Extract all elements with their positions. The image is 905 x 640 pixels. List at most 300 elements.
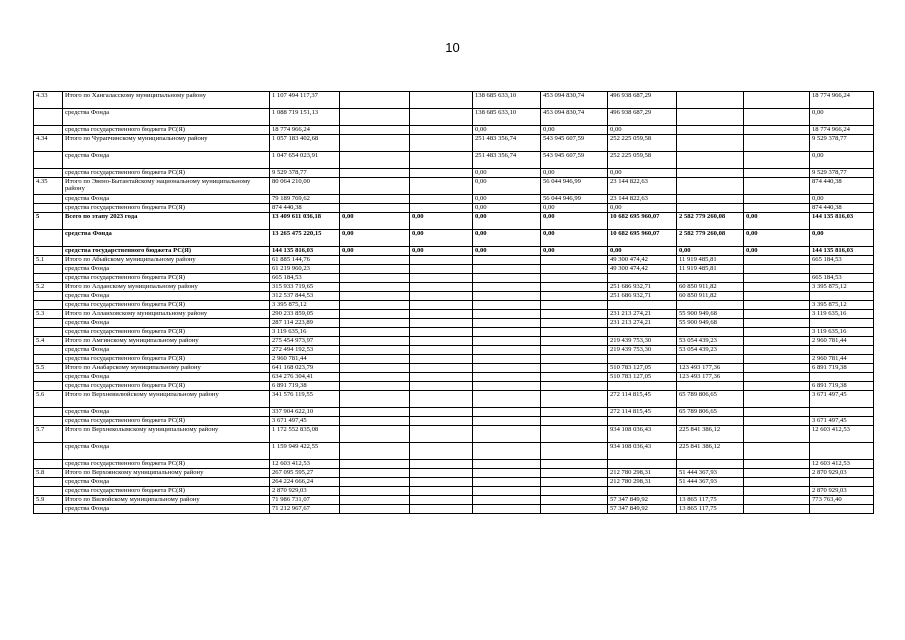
table-cell: 12 603 412,53 (810, 460, 874, 469)
table-cell (473, 256, 541, 265)
table-cell: 1 107 494 117,37 (270, 92, 340, 109)
table-cell (473, 426, 541, 443)
table-cell: 0,00 (473, 195, 541, 204)
table-cell: 225 841 386,12 (677, 443, 744, 460)
table-cell (34, 152, 63, 169)
table-cell: 1 088 719 151,13 (270, 109, 340, 126)
table-cell: 219 439 753,30 (608, 337, 677, 346)
table-cell (34, 382, 63, 391)
table-cell: 13 865 117,75 (677, 496, 744, 505)
table-cell: 0,00 (810, 152, 874, 169)
table-cell (744, 487, 810, 496)
table-cell: 2 870 929,03 (810, 469, 874, 478)
table-cell: 634 276 304,41 (270, 373, 340, 382)
table-cell: 5.1 (34, 256, 63, 265)
table-cell: 3 671 497,45 (810, 417, 874, 426)
table-row (34, 230, 874, 247)
table-cell: 5.7 (34, 426, 63, 443)
table-row (34, 355, 874, 364)
table-cell: Итого по Верхневилюйскому муниципальному району (63, 391, 270, 408)
table-cell (744, 109, 810, 126)
table-cell: 0,00 (744, 247, 810, 256)
table-cell: 0,00 (473, 126, 541, 135)
table-cell (473, 283, 541, 292)
table-cell (340, 319, 410, 328)
table-cell (541, 346, 608, 355)
table-cell (410, 301, 473, 310)
table-cell (34, 355, 63, 364)
table-cell (410, 496, 473, 505)
table-cell (473, 328, 541, 337)
table-cell (410, 346, 473, 355)
table-cell (541, 283, 608, 292)
table-cell (744, 265, 810, 274)
table-cell: 231 213 274,21 (608, 319, 677, 328)
table-row (34, 135, 874, 152)
table-cell (541, 310, 608, 319)
table-cell: 11 919 485,81 (677, 265, 744, 274)
table-cell (340, 169, 410, 178)
table-cell: 1 057 183 402,68 (270, 135, 340, 152)
table-cell (34, 301, 63, 310)
table-cell (541, 382, 608, 391)
table-cell (744, 426, 810, 443)
table-cell: средства Фонда (63, 443, 270, 460)
table-cell: 2 870 929,03 (810, 487, 874, 496)
table-cell (541, 256, 608, 265)
table-cell (810, 346, 874, 355)
table-cell: 2 960 781,44 (810, 355, 874, 364)
table-cell (541, 469, 608, 478)
table-cell: 60 850 911,82 (677, 283, 744, 292)
table-cell: средства государственного бюджета РС(Я) (63, 487, 270, 496)
table-row (34, 364, 874, 373)
table-cell: 123 493 177,36 (677, 373, 744, 382)
table-cell (473, 373, 541, 382)
table-cell: 60 850 911,82 (677, 292, 744, 301)
table-cell: средства государственного бюджета РС(Я) (63, 274, 270, 283)
table-cell (410, 204, 473, 213)
table-cell (541, 274, 608, 283)
table-cell: Итого по Хангаласскому муниципальному району (63, 92, 270, 109)
table-row (34, 505, 874, 514)
table-row (34, 169, 874, 178)
table-cell (410, 487, 473, 496)
table-cell: Итого по Эвено-Бытантайскому национальному муниципальному району (63, 178, 270, 195)
table-cell (340, 460, 410, 469)
table-cell: 18 774 966,24 (270, 126, 340, 135)
table-cell (541, 426, 608, 443)
table-cell (340, 505, 410, 514)
table-cell (541, 373, 608, 382)
table-cell (744, 373, 810, 382)
table-cell: 665 184,53 (810, 256, 874, 265)
table-cell (473, 301, 541, 310)
table-cell: 219 439 753,30 (608, 346, 677, 355)
table-cell: 0,00 (340, 213, 410, 230)
table-cell: 3 671 497,45 (810, 391, 874, 408)
table-cell: 0,00 (744, 230, 810, 247)
table-row (34, 126, 874, 135)
table-cell: 0,00 (473, 204, 541, 213)
table-cell (744, 152, 810, 169)
table-cell (473, 417, 541, 426)
table-cell (744, 274, 810, 283)
table-cell (340, 283, 410, 292)
table-cell (677, 135, 744, 152)
table-cell: 0,00 (677, 247, 744, 256)
table-cell: 2 960 781,44 (810, 337, 874, 346)
table-cell (608, 417, 677, 426)
table-cell (744, 292, 810, 301)
table-cell (473, 443, 541, 460)
table-row (34, 487, 874, 496)
table-cell: средства Фонда (63, 373, 270, 382)
table-cell (34, 265, 63, 274)
table-row (34, 92, 874, 109)
table-cell: Итого по Вилюйскому муниципальному району (63, 496, 270, 505)
table-cell (608, 301, 677, 310)
table-cell (473, 346, 541, 355)
table-cell: 11 919 485,81 (677, 256, 744, 265)
table-cell (410, 505, 473, 514)
table-cell (677, 195, 744, 204)
table-cell: 4.33 (34, 92, 63, 109)
table-cell (744, 417, 810, 426)
table-cell (473, 408, 541, 417)
table-cell: 252 225 059,58 (608, 152, 677, 169)
table-cell: 123 493 177,36 (677, 364, 744, 373)
table-cell (340, 469, 410, 478)
table-cell: средства государственного бюджета РС(Я) (63, 169, 270, 178)
table-cell: средства государственного бюджета РС(Я) (63, 328, 270, 337)
table-cell (410, 195, 473, 204)
table-cell (410, 283, 473, 292)
table-cell (541, 328, 608, 337)
table-cell: 5.5 (34, 364, 63, 373)
table-cell: Итого по Аллаиховскому муниципальному району (63, 310, 270, 319)
table-cell (410, 460, 473, 469)
budget-table (33, 91, 874, 514)
table-cell (410, 373, 473, 382)
table-cell (744, 178, 810, 195)
table-cell: 3 671 497,45 (270, 417, 340, 426)
table-cell: 874 440,38 (270, 204, 340, 213)
table-cell: Итого по Чурапчинскому муниципальному району (63, 135, 270, 152)
table-cell: 510 783 127,05 (608, 364, 677, 373)
table-cell: 272 114 815,45 (608, 408, 677, 417)
table-cell: 287 114 223,89 (270, 319, 340, 328)
table-cell: 0,00 (541, 213, 608, 230)
table-cell: 9 529 378,77 (810, 169, 874, 178)
table-cell (541, 478, 608, 487)
table-cell: 144 135 816,03 (810, 247, 874, 256)
table-cell (410, 426, 473, 443)
table-cell: 272 114 815,45 (608, 391, 677, 408)
table-cell: 53 054 439,23 (677, 346, 744, 355)
table-cell (608, 274, 677, 283)
table-cell: 55 900 949,68 (677, 310, 744, 319)
table-cell: 641 168 023,79 (270, 364, 340, 373)
table-cell: 231 213 274,21 (608, 310, 677, 319)
table-cell (608, 460, 677, 469)
table-cell (473, 364, 541, 373)
table-cell (410, 135, 473, 152)
table-cell: 2 582 779 260,08 (677, 230, 744, 247)
table-cell (608, 487, 677, 496)
table-cell (340, 337, 410, 346)
table-cell: 3 119 635,16 (810, 328, 874, 337)
table-cell (473, 319, 541, 328)
table-cell: 55 900 949,68 (677, 319, 744, 328)
table-cell (34, 460, 63, 469)
table-cell: 5.3 (34, 310, 63, 319)
table-cell (410, 274, 473, 283)
table-cell: 275 454 973,97 (270, 337, 340, 346)
table-cell (744, 391, 810, 408)
table-cell: 0,00 (608, 247, 677, 256)
table-cell (810, 265, 874, 274)
table-cell (473, 505, 541, 514)
table-cell (410, 152, 473, 169)
table-cell (677, 204, 744, 213)
table-cell (410, 443, 473, 460)
table-cell (541, 265, 608, 274)
table-cell: 3 395 875,12 (810, 283, 874, 292)
table-cell: 0,00 (473, 230, 541, 247)
table-cell (473, 337, 541, 346)
table-cell: 138 685 633,10 (473, 92, 541, 109)
table-cell (744, 195, 810, 204)
table-cell: 49 300 474,42 (608, 265, 677, 274)
table-cell: 71 212 967,67 (270, 505, 340, 514)
table-cell (34, 373, 63, 382)
table-cell: 5.4 (34, 337, 63, 346)
table-cell (810, 373, 874, 382)
table-cell (810, 408, 874, 417)
table-cell (34, 505, 63, 514)
table-cell (541, 417, 608, 426)
table-cell: 0,00 (541, 230, 608, 247)
table-cell: средства Фонда (63, 195, 270, 204)
table-cell: 138 685 633,10 (473, 109, 541, 126)
table-cell: 510 783 127,05 (608, 373, 677, 382)
table-cell (473, 496, 541, 505)
table-row (34, 382, 874, 391)
table-cell (34, 126, 63, 135)
table-cell: 144 135 816,03 (810, 213, 874, 230)
table-cell: 0,00 (541, 126, 608, 135)
table-cell: 9 529 378,77 (270, 169, 340, 178)
table-cell: 251 686 932,71 (608, 292, 677, 301)
table-cell (34, 274, 63, 283)
table-cell: 212 780 298,31 (608, 469, 677, 478)
table-cell: 5.2 (34, 283, 63, 292)
table-cell (744, 408, 810, 417)
table-row (34, 319, 874, 328)
table-cell (810, 319, 874, 328)
table-cell (677, 382, 744, 391)
table-cell (340, 256, 410, 265)
table-cell (34, 247, 63, 256)
table-cell (810, 443, 874, 460)
table-row (34, 109, 874, 126)
table-cell (810, 505, 874, 514)
table-row (34, 247, 874, 256)
table-cell (340, 301, 410, 310)
table-cell: 6 891 719,38 (810, 382, 874, 391)
table-cell (744, 283, 810, 292)
table-cell: 13 409 611 036,18 (270, 213, 340, 230)
table-cell: 2 960 781,44 (270, 355, 340, 364)
table-cell: 56 044 946,99 (541, 178, 608, 195)
table-cell: 51 444 367,93 (677, 478, 744, 487)
table-cell (340, 178, 410, 195)
table-cell (410, 310, 473, 319)
table-cell (410, 256, 473, 265)
table-cell (340, 478, 410, 487)
table-cell (744, 319, 810, 328)
table-cell (744, 126, 810, 135)
table-cell (410, 355, 473, 364)
table-cell: 341 576 119,55 (270, 391, 340, 408)
table-cell (744, 460, 810, 469)
table-cell: 144 135 816,03 (270, 247, 340, 256)
table-cell: 80 064 210,00 (270, 178, 340, 195)
table-cell: 874 440,38 (810, 204, 874, 213)
table-row (34, 337, 874, 346)
table-cell (744, 310, 810, 319)
table-cell: 5.9 (34, 496, 63, 505)
table-row (34, 213, 874, 230)
table-cell (677, 328, 744, 337)
table-cell: 4.34 (34, 135, 63, 152)
table-cell: 0,00 (810, 230, 874, 247)
table-cell: 252 225 059,58 (608, 135, 677, 152)
table-cell (340, 310, 410, 319)
table-cell: 0,00 (340, 247, 410, 256)
table-cell (340, 426, 410, 443)
table-cell (410, 417, 473, 426)
table-cell: 3 395 875,12 (810, 301, 874, 310)
table-cell: 12 603 412,53 (270, 460, 340, 469)
table-cell: средства Фонда (63, 109, 270, 126)
table-cell: 6 891 719,38 (810, 364, 874, 373)
table-cell (340, 417, 410, 426)
table-cell: 0,00 (541, 247, 608, 256)
table-row (34, 408, 874, 417)
table-cell: 61 219 960,23 (270, 265, 340, 274)
table-cell (34, 109, 63, 126)
table-cell: 18 774 966,24 (810, 126, 874, 135)
table-cell (744, 337, 810, 346)
table-cell (541, 487, 608, 496)
table-cell (473, 292, 541, 301)
table-cell: средства Фонда (63, 319, 270, 328)
table-cell: средства государственного бюджета РС(Я) (63, 460, 270, 469)
table-row (34, 265, 874, 274)
table-cell: 3 119 635,16 (810, 310, 874, 319)
table-cell (541, 443, 608, 460)
table-row (34, 391, 874, 408)
table-cell (744, 505, 810, 514)
table-cell (608, 355, 677, 364)
table-cell (810, 292, 874, 301)
table-cell: 5 (34, 213, 63, 230)
table-cell: 665 184,53 (810, 274, 874, 283)
table-cell: 0,00 (744, 213, 810, 230)
table-cell: 251 483 356,74 (473, 135, 541, 152)
table-row (34, 274, 874, 283)
table-cell (744, 496, 810, 505)
table-cell: Итого по Алданскому муниципальному району (63, 283, 270, 292)
table-cell (744, 256, 810, 265)
table-cell (608, 382, 677, 391)
table-cell (744, 469, 810, 478)
table-row (34, 328, 874, 337)
table-cell: 543 945 607,59 (541, 152, 608, 169)
table-cell (34, 487, 63, 496)
table-cell (340, 92, 410, 109)
table-cell: средства Фонда (63, 505, 270, 514)
table-cell (340, 204, 410, 213)
table-cell: 1 159 949 422,55 (270, 443, 340, 460)
table-cell (473, 274, 541, 283)
table-cell (473, 460, 541, 469)
table-cell (677, 92, 744, 109)
table-cell (34, 195, 63, 204)
table-cell (340, 126, 410, 135)
table-cell: 0,00 (410, 230, 473, 247)
table-cell: 0,00 (473, 169, 541, 178)
table-cell (744, 301, 810, 310)
table-cell (744, 346, 810, 355)
table-cell: 10 682 695 960,07 (608, 213, 677, 230)
table-cell (410, 109, 473, 126)
table-cell: 0,00 (340, 230, 410, 247)
table-cell (473, 265, 541, 274)
table-cell (34, 204, 63, 213)
table-cell (410, 319, 473, 328)
table-cell (744, 382, 810, 391)
table-cell: средства Фонда (63, 346, 270, 355)
table-row (34, 256, 874, 265)
table-cell: 10 682 695 960,07 (608, 230, 677, 247)
table-cell (677, 126, 744, 135)
table-cell (608, 328, 677, 337)
table-row (34, 469, 874, 478)
table-cell (410, 292, 473, 301)
table-cell (541, 391, 608, 408)
table-cell: Итого по Верхнеколымскому муниципальному району (63, 426, 270, 443)
table-cell: Итого по Абыйскому муниципальному району (63, 256, 270, 265)
table-cell: 0,00 (541, 204, 608, 213)
table-row (34, 152, 874, 169)
table-cell (340, 135, 410, 152)
table-cell: 0,00 (410, 247, 473, 256)
table-cell: 5.6 (34, 391, 63, 408)
table-cell: 934 108 036,43 (608, 426, 677, 443)
table-row (34, 292, 874, 301)
table-cell (677, 417, 744, 426)
table-cell (340, 346, 410, 355)
table-cell: 3 119 635,16 (270, 328, 340, 337)
table-cell (677, 169, 744, 178)
table-cell (541, 496, 608, 505)
table-cell (541, 337, 608, 346)
table-cell (744, 443, 810, 460)
table-cell (410, 126, 473, 135)
